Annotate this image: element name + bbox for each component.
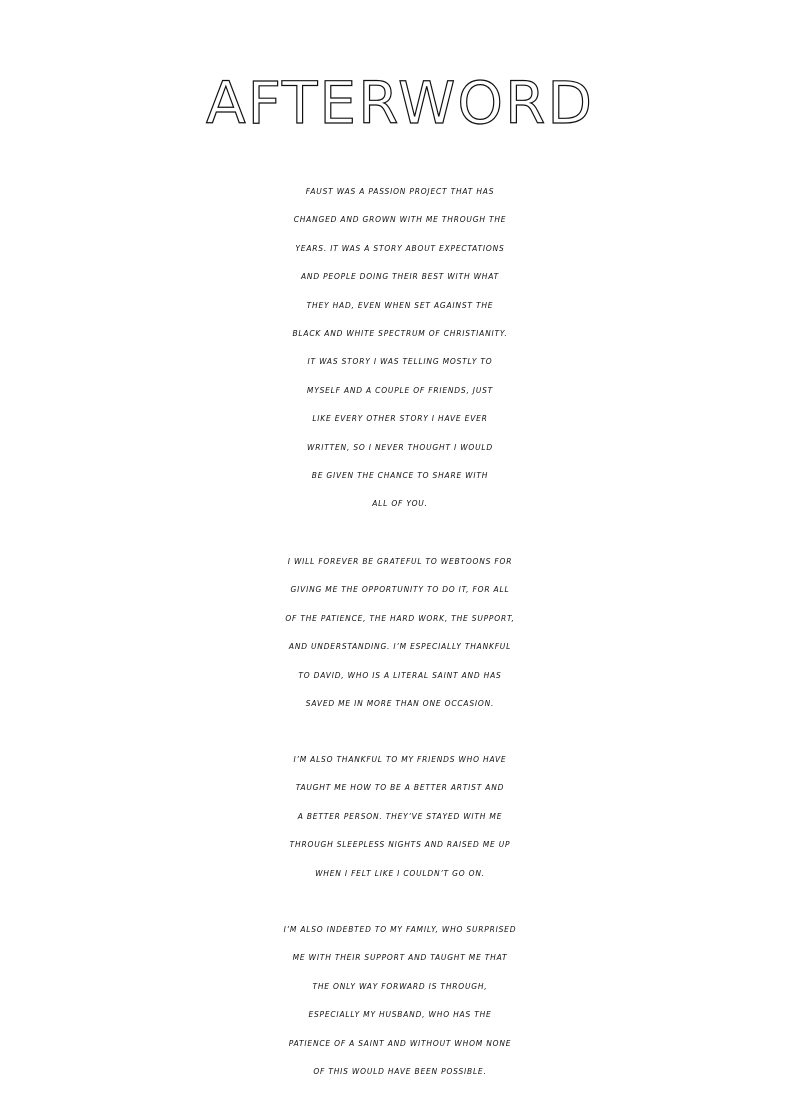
paragraph-line: AND UNDERSTANDING. I’M ESPECIALLY THANKFUL <box>288 642 512 652</box>
paragraph-line: TO DAVID, WHO IS A LITERAL SAINT AND HAS <box>298 670 502 680</box>
paragraph-line: A BETTER PERSON. THEY’VE STAYED WITH ME <box>297 811 503 821</box>
paragraph-line: ESPECIALLY MY HUSBAND, WHO HAS THE <box>308 1010 492 1020</box>
paragraph-line: I’M ALSO THANKFUL TO MY FRIENDS WHO HAVE <box>293 755 507 764</box>
paragraph-line: CHANGED AND GROWN WITH ME THROUGH THE <box>293 215 507 225</box>
paragraph-line: MYSELF AND A COUPLE OF FRIENDS, JUST <box>306 385 494 395</box>
paragraph-line: BE GIVEN THE CHANCE TO SHARE WITH <box>311 470 489 480</box>
paragraph-line: THEY HAD, EVEN WHEN SET AGAINST THE <box>306 300 494 310</box>
paragraph-line: BLACK AND WHITE SPECTRUM OF CHRISTIANITY. <box>292 328 508 338</box>
paragraph-line: PATIENCE OF A SAINT AND WITHOUT WHOM NONE <box>288 1038 512 1048</box>
paragraph-line: SAVED ME IN MORE THAN ONE OCCASION. <box>305 698 495 708</box>
paragraph-line: LIKE EVERY OTHER STORY I HAVE EVER <box>312 414 488 424</box>
paragraph-line: WHEN I FELT LIKE I COULDN’T GO ON. <box>315 868 485 878</box>
paragraph-line: THE ONLY WAY FORWARD IS THROUGH, <box>312 981 488 991</box>
page-title-text: AFTERWORD <box>205 69 594 137</box>
paragraph-line: THROUGH SLEEPLESS NIGHTS AND RAISED ME UP <box>289 840 511 850</box>
paragraph-2 <box>0 548 800 718</box>
paragraph-line: I’M ALSO INDEBTED TO MY FAMILY, WHO SURPRISED <box>283 925 517 934</box>
page-title <box>0 68 800 138</box>
paragraph-line: I WILL FOREVER BE GRATEFUL TO WEBTOONS FOR <box>287 557 513 566</box>
paragraph-line: FAUST WAS A PASSION PROJECT THAT HAS <box>305 187 495 196</box>
paragraph-line: TAUGHT ME HOW TO BE A BETTER ARTIST AND <box>295 783 505 793</box>
paragraph-line: IT WAS STORY I WAS TELLING MOSTLY TO <box>307 357 493 367</box>
paragraph-line: OF THIS WOULD HAVE BEEN POSSIBLE. <box>313 1066 487 1076</box>
paragraph-line: ALL OF YOU. <box>372 499 428 509</box>
paragraph-1 <box>0 178 800 519</box>
paragraph-line: GIVING ME THE OPPORTUNITY TO DO IT, FOR ALL <box>290 585 510 595</box>
paragraph-line: YEARS. IT WAS A STORY ABOUT EXPECTATIONS <box>295 243 505 253</box>
paragraph-line: ME WITH THEIR SUPPORT AND TAUGHT ME THAT <box>292 953 508 963</box>
paragraph-line: AND PEOPLE DOING THEIR BEST WITH WHAT <box>300 272 500 282</box>
paragraph-4 <box>0 916 800 1086</box>
paragraph-line: OF THE PATIENCE, THE HARD WORK, THE SUPPORT, <box>285 613 515 623</box>
paragraph-line: WRITTEN, SO I NEVER THOUGHT I WOULD <box>307 442 493 452</box>
paragraph-3 <box>0 746 800 888</box>
